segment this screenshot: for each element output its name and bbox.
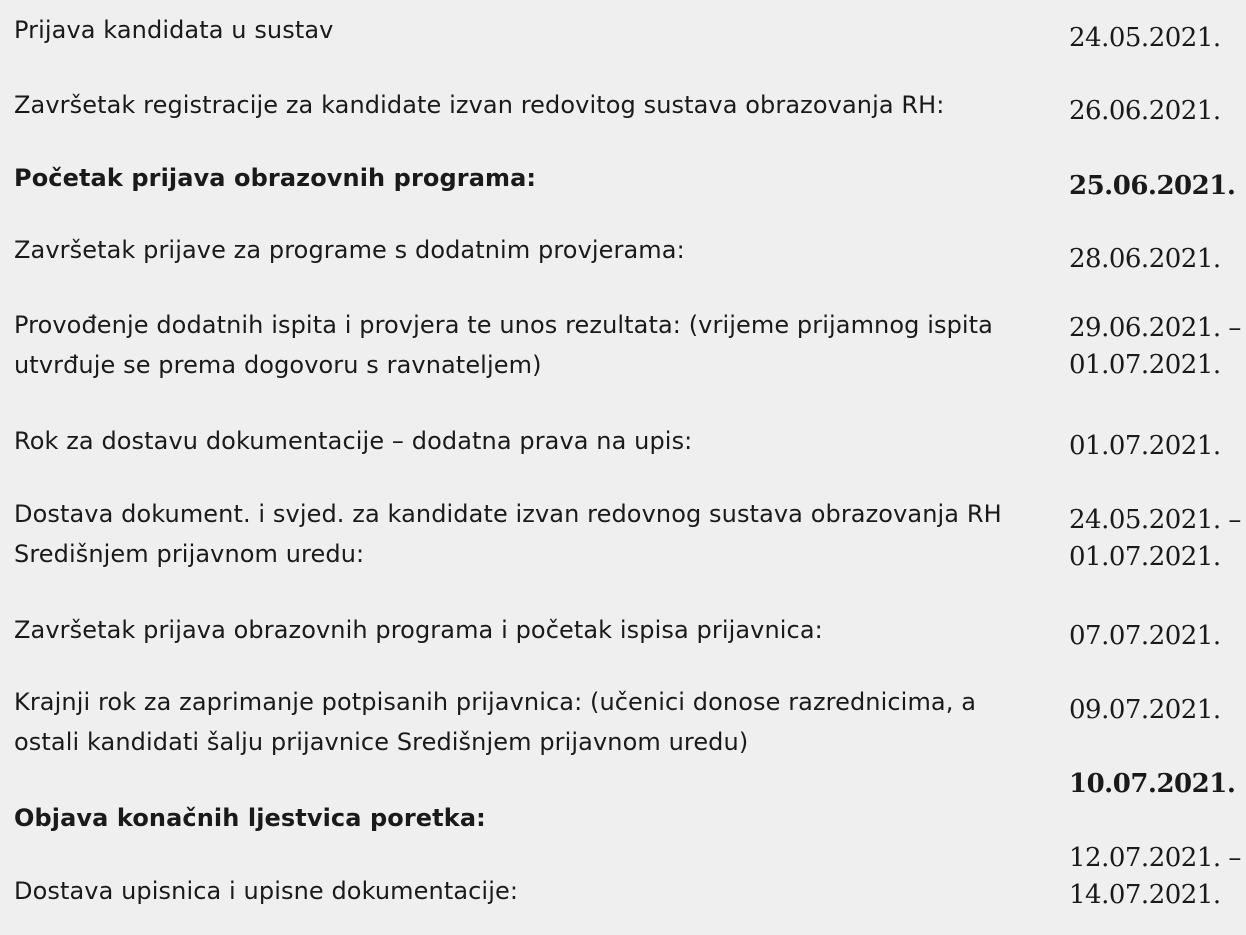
schedule-row-date: 25.06.2021. bbox=[1069, 171, 1236, 201]
schedule-row-label: Završetak prijave za programe s dodatnim provjerama: bbox=[14, 236, 685, 264]
schedule-row-label: Dostava upisnica i upisne dokumentacije: bbox=[14, 877, 519, 905]
schedule-row-date: 24.05.2021. – 01.07.2021. bbox=[1069, 505, 1241, 572]
schedule-row-label: Provođenje dodatnih ispita i provjera te unos rezultata: (vrijeme prijamnog ispita utvrđuje se prema dogovoru s ravnateljem) bbox=[14, 311, 993, 379]
schedule-row-date: 10.07.2021. bbox=[1069, 769, 1236, 799]
schedule-row-date: 12.07.2021. – 14.07.2021. bbox=[1069, 843, 1241, 910]
schedule-row-label: Rok za dostavu dokumentacije – dodatna prava na upis: bbox=[14, 427, 693, 455]
schedule-row-date: 28.06.2021. bbox=[1069, 244, 1221, 274]
schedule-row-date: 26.06.2021. bbox=[1069, 96, 1221, 126]
schedule-row-label: Završetak prijava obrazovnih programa i početak ispisa prijavnica: bbox=[14, 616, 823, 644]
schedule-row-date: 01.07.2021. bbox=[1069, 431, 1221, 461]
schedule-row-label: Početak prijava obrazovnih programa: bbox=[14, 164, 537, 192]
schedule-row-label: Prijava kandidata u sustav bbox=[14, 16, 334, 44]
schedule-row-label: Krajnji rok za zaprimanje potpisanih prijavnica: (učenici donose razrednicima, a ostali kandidati šalju prijavnice Središnjem prijavnom uredu) bbox=[14, 688, 976, 756]
schedule-row-label: Dostava dokument. i svjed. za kandidate izvan redovnog sustava obrazovanja RH Središnjem prijavnom uredu: bbox=[14, 500, 1002, 568]
schedule-row-date: 24.05.2021. bbox=[1069, 23, 1221, 53]
schedule-row-date: 29.06.2021. – 01.07.2021. bbox=[1069, 313, 1241, 380]
schedule-row-date: 07.07.2021. bbox=[1069, 621, 1221, 651]
schedule-row-label: Objava konačnih ljestvica poretka: bbox=[14, 804, 486, 832]
schedule-row-date: 09.07.2021. bbox=[1069, 695, 1221, 725]
schedule-row-label: Završetak registracije za kandidate izvan redovitog sustava obrazovanja RH: bbox=[14, 91, 945, 119]
